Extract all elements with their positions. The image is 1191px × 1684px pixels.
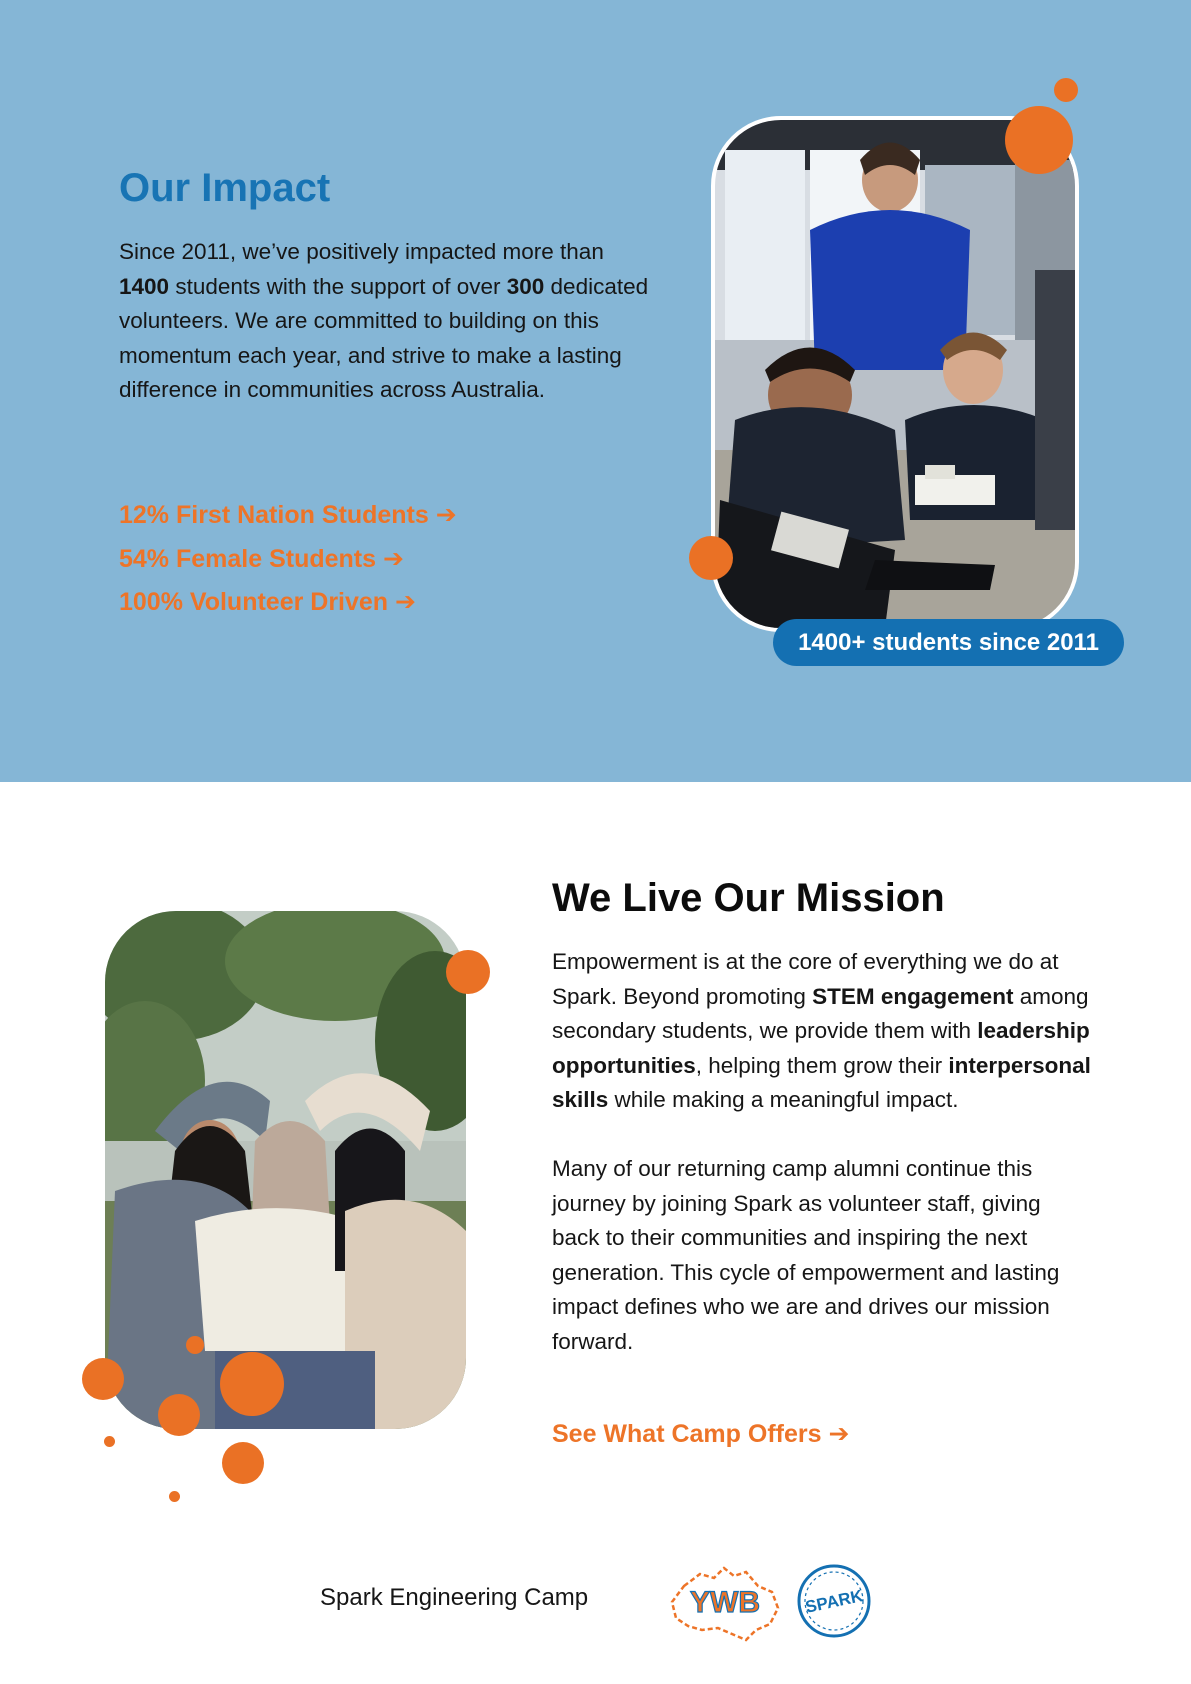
stat-link-female[interactable]: 54% Female Students ➔: [119, 544, 404, 573]
decorative-dot: [1005, 106, 1073, 174]
students-laptop-photo: [711, 116, 1079, 632]
decorative-dot: [82, 1358, 124, 1400]
students-since-badge: 1400+ students since 2011: [773, 619, 1124, 666]
decorative-dot: [158, 1394, 200, 1436]
decorative-dot: [104, 1436, 115, 1447]
stat-link-first-nation[interactable]: 12% First Nation Students ➔: [119, 501, 457, 529]
decorative-dot: [689, 536, 733, 580]
impact-text-2: students with the support of over: [169, 273, 507, 299]
impact-title: Our Impact: [119, 166, 331, 210]
decorative-dot: [220, 1352, 284, 1416]
stat-link-volunteer[interactable]: 100% Volunteer Driven ➔: [119, 588, 416, 616]
ywb-logo-text: YWB: [690, 1586, 760, 1619]
decorative-dot: [1054, 78, 1078, 102]
impact-description: [119, 235, 649, 408]
stem-engagement-emphasis: STEM engagement: [812, 983, 1014, 1009]
spark-logo-icon: [795, 1562, 873, 1640]
decorative-dot: [186, 1336, 204, 1354]
decorative-dot: [169, 1491, 180, 1502]
mission-text: Empowerment is at the core of everything we do at Spark. Beyond promoting: [552, 949, 1059, 1009]
decorative-dot: [446, 950, 490, 994]
organisation-name: Spark Engineering Camp: [320, 1584, 589, 1611]
decorative-dot: [222, 1442, 264, 1484]
mission-text: among secondary students, we provide them with: [552, 983, 1089, 1043]
impact-text-3: dedicated volunteers. We are committed to building on this momentum each year, and strive to make a lasting difference in communities across Australia.: [119, 273, 649, 402]
leadership-emphasis: leadership opportunities: [552, 1018, 1090, 1078]
students-count: 1400: [119, 273, 170, 299]
mission-title: We Live Our Mission: [552, 876, 945, 920]
mission-paragraph-1: [552, 945, 1092, 1118]
volunteers-count: 300: [506, 273, 545, 299]
mission-description: [552, 945, 1092, 1359]
students-heart-image: [105, 911, 466, 1429]
ywb-australia-logo-icon: [666, 1562, 784, 1642]
impact-stats-list: [119, 494, 457, 625]
spark-logo-text: SPARK: [803, 1586, 865, 1617]
students-laptop-image: [715, 120, 1075, 628]
interpersonal-skills-emphasis: interpersonal skills: [552, 1052, 1091, 1112]
mission-text: , helping them grow their: [695, 1052, 949, 1078]
see-camp-offers-link[interactable]: See What Camp Offers ➔: [552, 1420, 850, 1448]
mission-paragraph-2: Many of our returning camp alumni continue this journey by joining Spark as volunteer staff, giving back to their communities and inspiring the next generation. This cycle of empowerment and lasting impact defines who we are and drives our mission forward.: [552, 1156, 1060, 1354]
impact-text-1: Since 2011, we’ve positively impacted more than: [119, 239, 604, 264]
students-heart-photo: [102, 908, 469, 1432]
mission-text: while making a meaningful impact.: [608, 1087, 959, 1112]
